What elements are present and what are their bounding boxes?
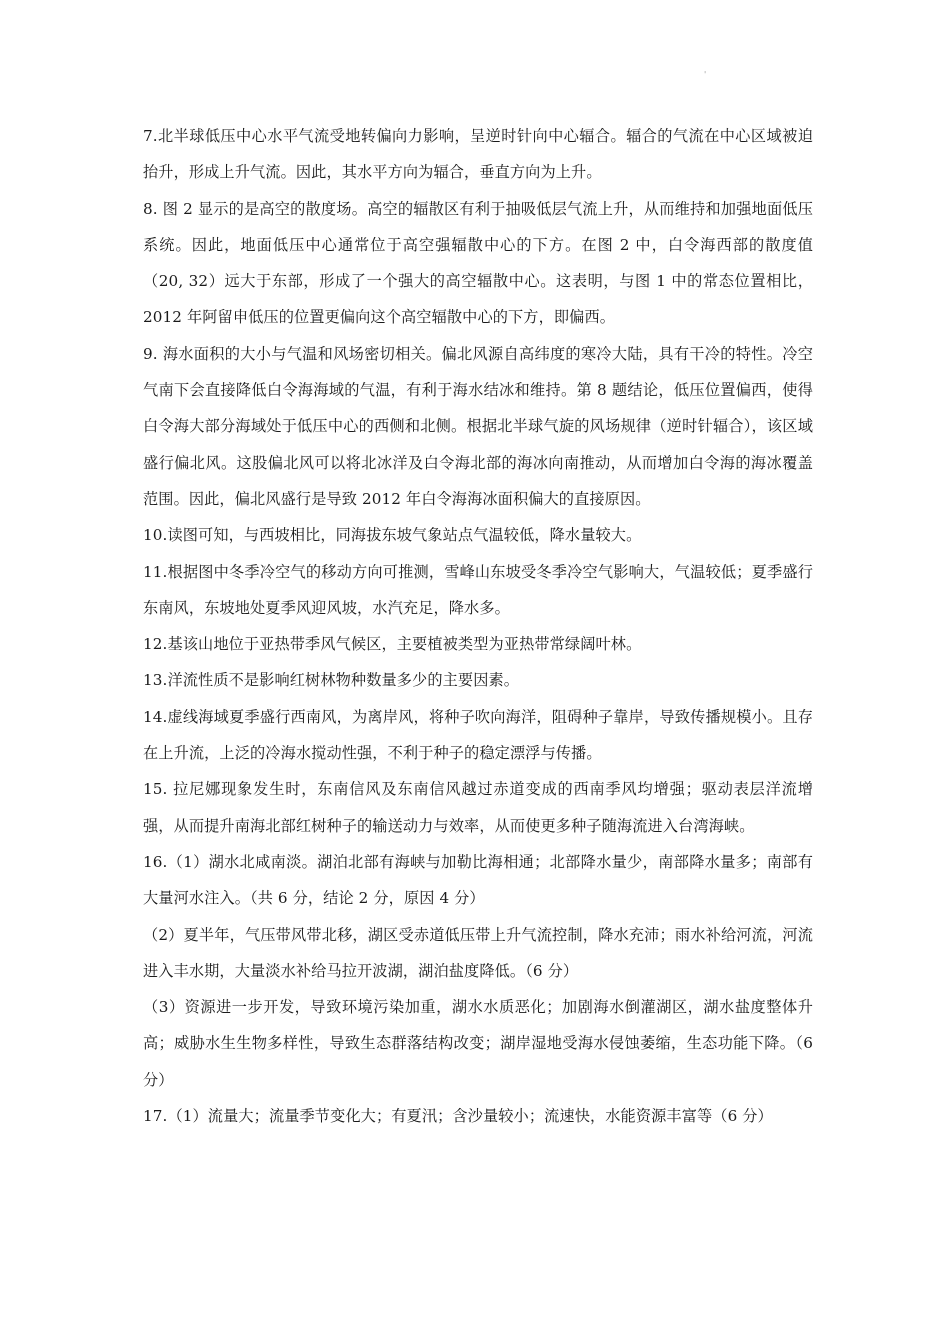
answer-16-part-2: （2）夏半年，气压带风带北移，湖区受赤道低压带上升气流控制，降水充沛；雨水补给河流，河流进入丰水期，大量淡水补给马拉开波湖，湖泊盐度降低。（6 分） xyxy=(143,925,813,980)
answer-10: 10.读图可知，与西坡相比，同海拔东坡气象站点气温较低，降水量较大。 xyxy=(143,526,642,545)
answer-12: 12.基该山地位于亚热带季风气候区，主要植被类型为亚热带常绿阔叶林。 xyxy=(143,635,642,654)
corner-mark: ' xyxy=(704,70,707,79)
answer-15: 15. 拉尼娜现象发生时，东南信风及东南信风越过赤道变成的西南季风均增强；驱动表层洋流增强，从而提升南海北部红树种子的输送动力与效率，从而使更多种子随海流进入台湾海峡。 xyxy=(143,780,813,835)
answer-17-part-1: 17.（1）流量大；流量季节变化大；有夏汛；含沙量较小；流速快，水能资源丰富等（6 分） xyxy=(143,1107,773,1126)
answer-7: 7.北半球低压中心水平气流受地转偏向力影响，呈逆时针向中心辐合。辐合的气流在中心区域被迫抬升，形成上升气流。因此，其水平方向为辐合，垂直方向为上升。 xyxy=(143,127,813,182)
answer-9: 9. 海水面积的大小与气温和风场密切相关。偏北风源自高纬度的寒冷大陆，具有干冷的特性。冷空气南下会直接降低白令海海域的气温，有利于海水结冰和维持。第 8 题结论，低压位置偏西，使得白令海大部分海域处于低压中心的西侧和北侧。根据北半球气旋的风场规律（逆时针辐合），该区域盛行偏北风。这股偏北风可以将北冰洋及白令海北部的海冰向南推动，从而增加白令海的海冰覆盖范围。因此，偏北风盛行是导致 2012 年白令海海冰面积偏大的直接原因。 xyxy=(143,344,813,508)
answer-13: 13.洋流性质不是影响红树林物种数量多少的主要因素。 xyxy=(143,671,520,690)
answer-11: 11.根据图中冬季冷空气的移动方向可推测，雪峰山东坡受冬季冷空气影响大，气温较低；夏季盛行东南风，东坡地处夏季风迎风坡，水汽充足，降水多。 xyxy=(143,562,813,617)
answer-8: 8. 图 2 显示的是高空的散度场。高空的辐散区有利于抽吸低层气流上升，从而维持和加强地面低压系统。因此，地面低压中心通常位于高空强辐散中心的下方。在图 2 中，白令海西部的散度值（20, 32）远大于东部，形成了一个强大的高空辐散中心。这表明，与图 1 中的常态位置相比，2012 年阿留申低压的位置更偏向这个高空辐散中心的下方，即偏西。 xyxy=(143,199,813,327)
answer-16-part-1: 16.（1）湖水北咸南淡。湖泊北部有海峡与加勒比海相通；北部降水量少，南部降水量多；南部有大量河水注入。（共 6 分，结论 2 分，原因 4 分） xyxy=(143,852,813,908)
answer-14: 14.虚线海域夏季盛行西南风，为离岸风，将种子吹向海洋，阻碍种子靠岸，导致传播规模小。且存在上升流，上泛的冷海水搅动性强，不利于种子的稳定漂浮与传播。 xyxy=(143,707,813,763)
answer-body xyxy=(143,118,813,1134)
answer-16-part-3: （3）资源进一步开发，导致环境污染加重，湖水水质恶化；加剧海水倒灌湖区，湖水盐度整体升高；威胁水生生物多样性，导致生态群落结构改变；湖岸湿地受海水侵蚀萎缩，生态功能下降。（6 分） xyxy=(143,998,813,1089)
